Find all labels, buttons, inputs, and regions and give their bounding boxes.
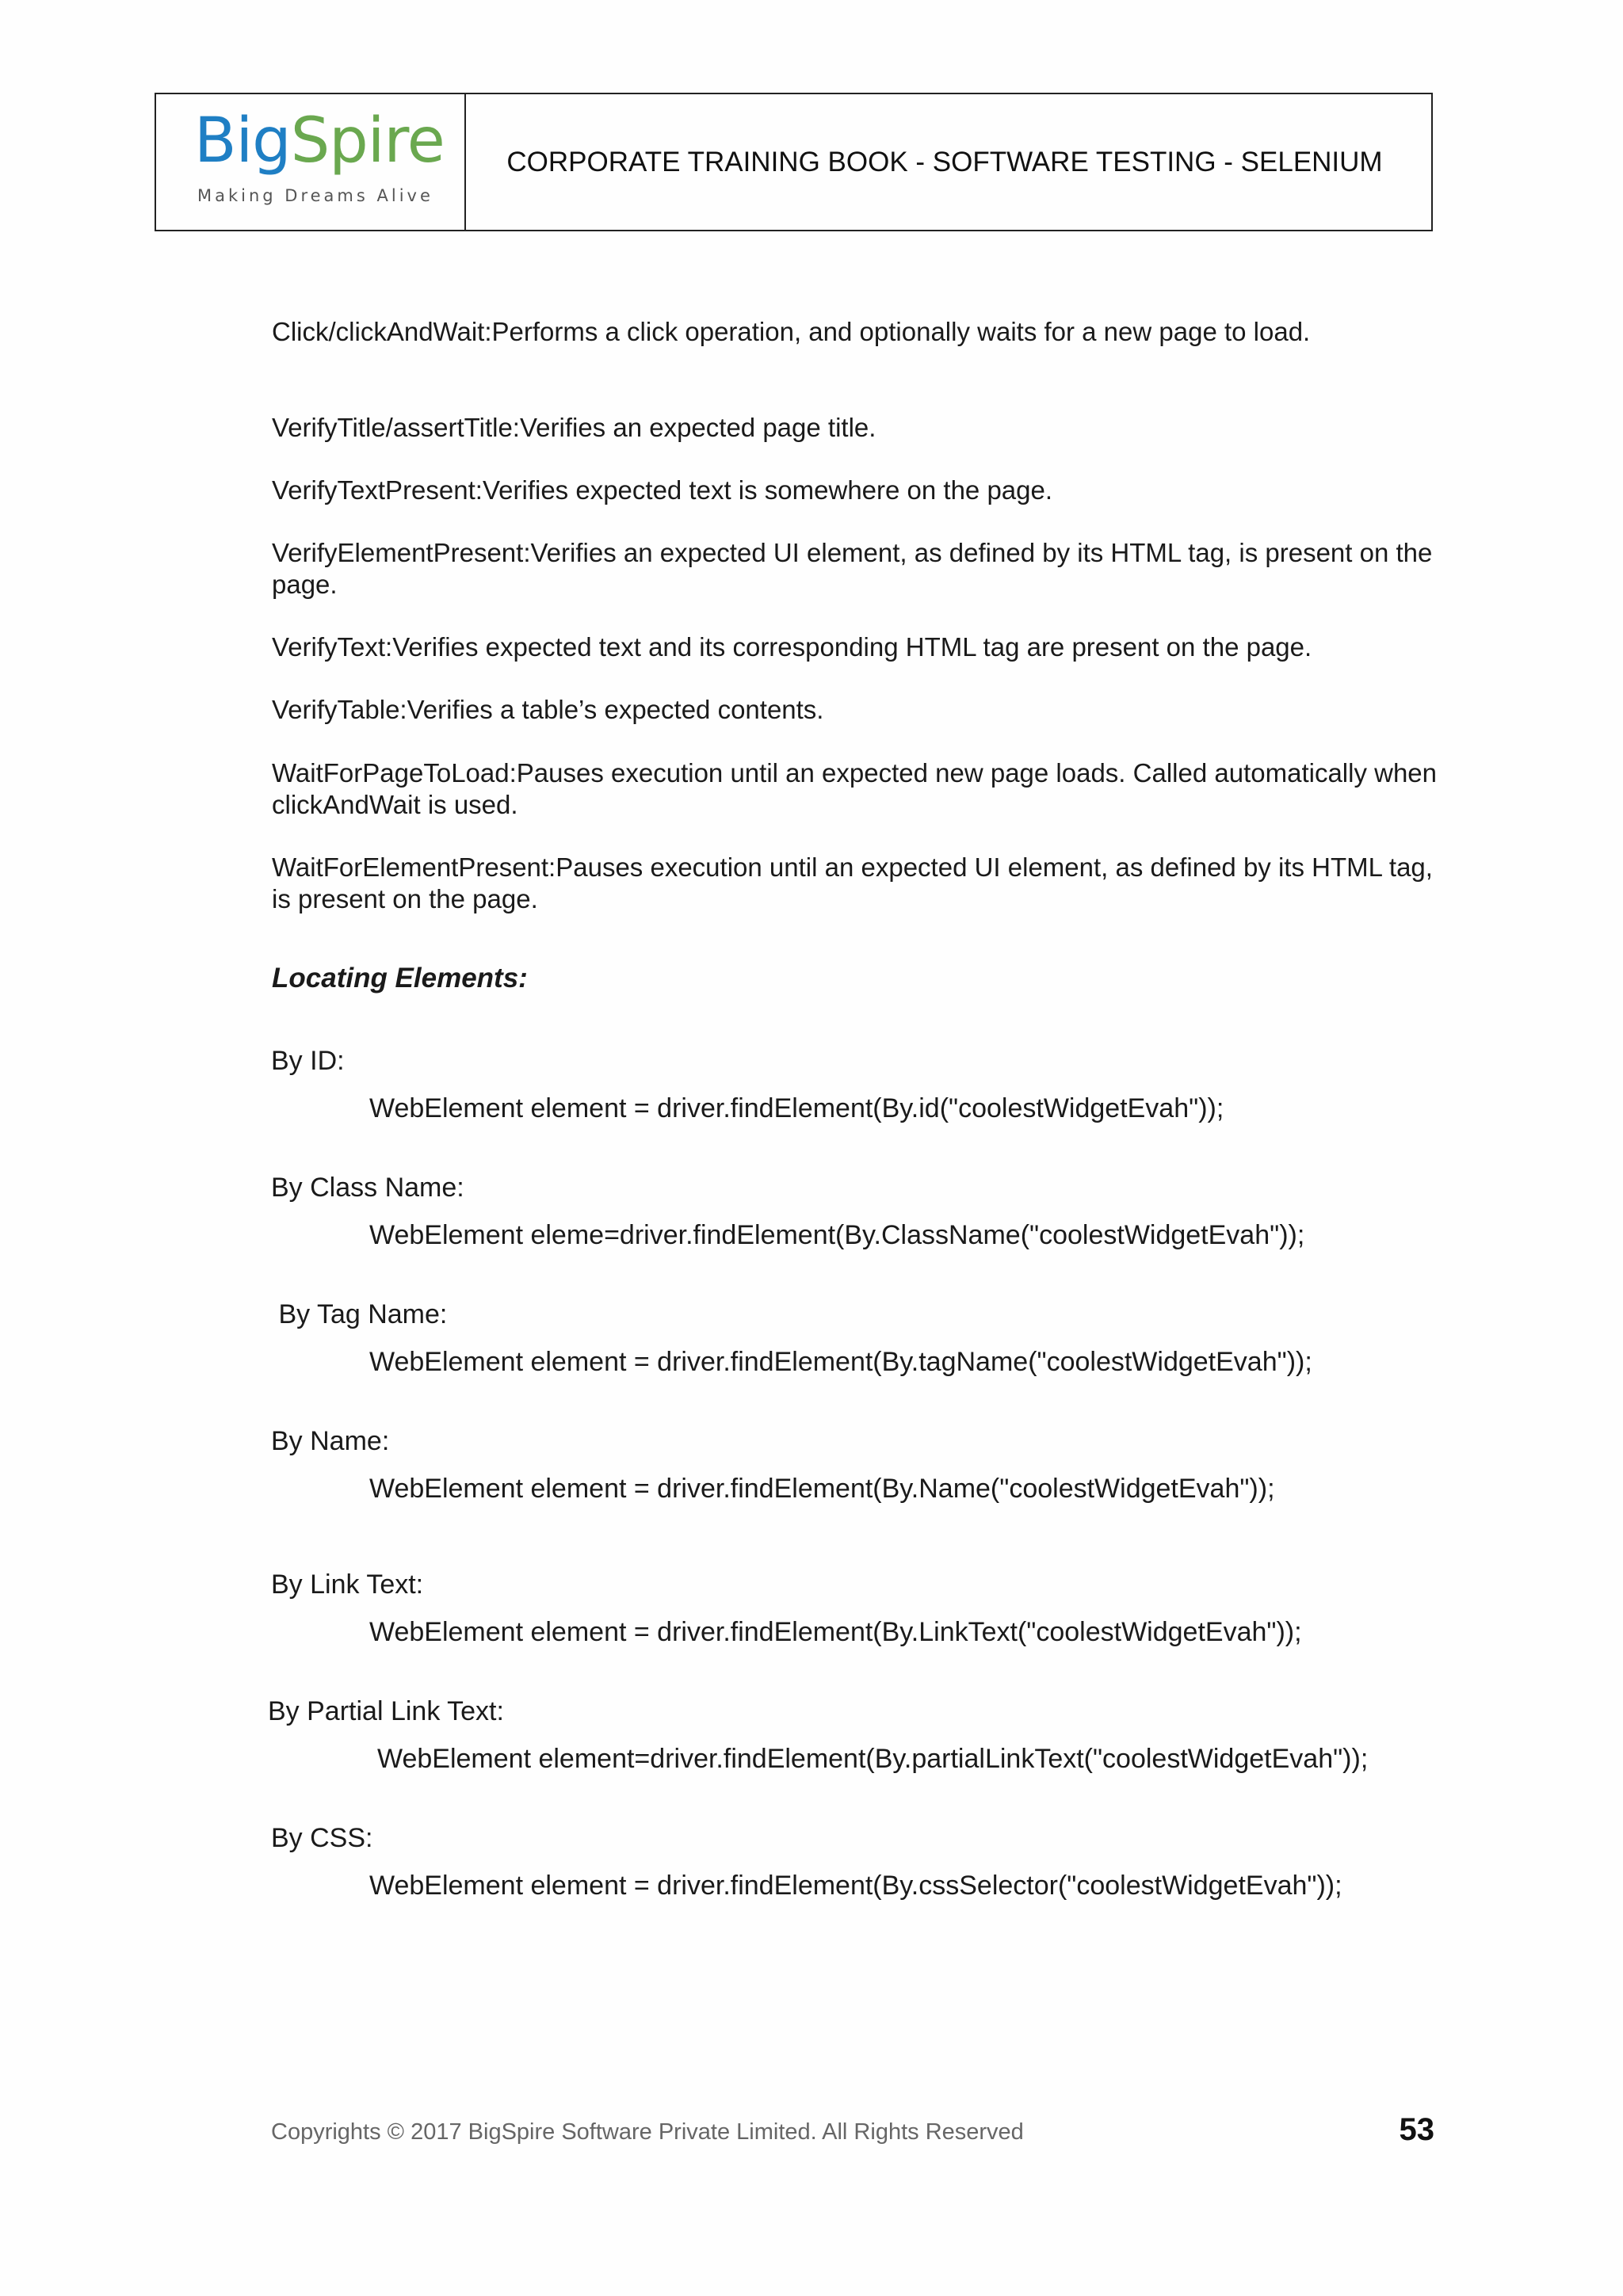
code-by-tag-name: WebElement element = driver.findElement(By.tagName("coolestWidgetEvah")); [369, 1347, 1312, 1377]
logo-tagline: Making Dreams Alive [197, 186, 433, 205]
locator-label-id: By ID: [271, 1046, 345, 1076]
locator-label-css: By CSS: [271, 1823, 373, 1853]
code-by-class-name: WebElement eleme=driver.findElement(By.ClassName("coolestWidgetEvah")); [369, 1220, 1305, 1250]
logo-spire-text: Spire [290, 105, 445, 177]
code-by-partial-link-text: WebElement element=driver.findElement(By.partialLinkText("coolestWidgetEvah")); [377, 1744, 1369, 1774]
locator-label-tag-name: By Tag Name: [271, 1299, 448, 1329]
code-by-name: WebElement element = driver.findElement(By.Name("coolestWidgetEvah")); [369, 1474, 1275, 1504]
command-verify-text-present: VerifyTextPresent:Verifies expected text is somewhere on the page. [272, 475, 1053, 505]
command-click: Click/clickAndWait:Performs a click operation, and optionally waits for a new page to load. [272, 317, 1311, 346]
company-logo [156, 94, 466, 230]
footer-copyright: Copyrights © 2017 BigSpire Software Private Limited. All Rights Reserved [271, 2119, 1024, 2145]
locator-label-name: By Name: [271, 1426, 390, 1456]
code-by-css: WebElement element = driver.findElement(By.cssSelector("coolestWidgetEvah")); [369, 1871, 1342, 1901]
command-wait-for-element-present: WaitForElementPresent:Pauses execution until an expected UI element, as defined by its HTML tag, is present on the page. [272, 852, 1433, 913]
code-by-link-text: WebElement element = driver.findElement(By.LinkText("coolestWidgetEvah")); [369, 1617, 1302, 1647]
locator-label-link-text: By Link Text: [271, 1569, 424, 1600]
command-verify-element-present: VerifyElementPresent:Verifies an expected UI element, as defined by its HTML tag, is present on the page. [272, 538, 1433, 599]
logo-big-text: Big [194, 105, 291, 177]
locator-label-class-name: By Class Name: [271, 1173, 464, 1203]
code-by-id: WebElement element = driver.findElement(By.id("coolestWidgetEvah")); [369, 1093, 1224, 1123]
command-wait-for-page-to-load: WaitForPageToLoad:Pauses execution until an expected new page loads. Called automatically when clickAndWait is used. [272, 758, 1438, 819]
command-verify-table: VerifyTable:Verifies a table’s expected contents. [272, 695, 824, 724]
section-heading-locating-elements: Locating Elements: [272, 963, 528, 994]
header-title: CORPORATE TRAINING BOOK - SOFTWARE TESTING - SELENIUM [506, 146, 1383, 177]
command-verify-text: VerifyText:Verifies expected text and its corresponding HTML tag are present on the page. [272, 632, 1312, 662]
command-verify-title: VerifyTitle/assertTitle:Verifies an expected page title. [272, 413, 876, 442]
locator-label-partial-link-text: By Partial Link Text: [268, 1696, 504, 1726]
page-number: 53 [1399, 2112, 1434, 2147]
page-header [155, 93, 1433, 231]
logo-wordmark [194, 105, 445, 177]
